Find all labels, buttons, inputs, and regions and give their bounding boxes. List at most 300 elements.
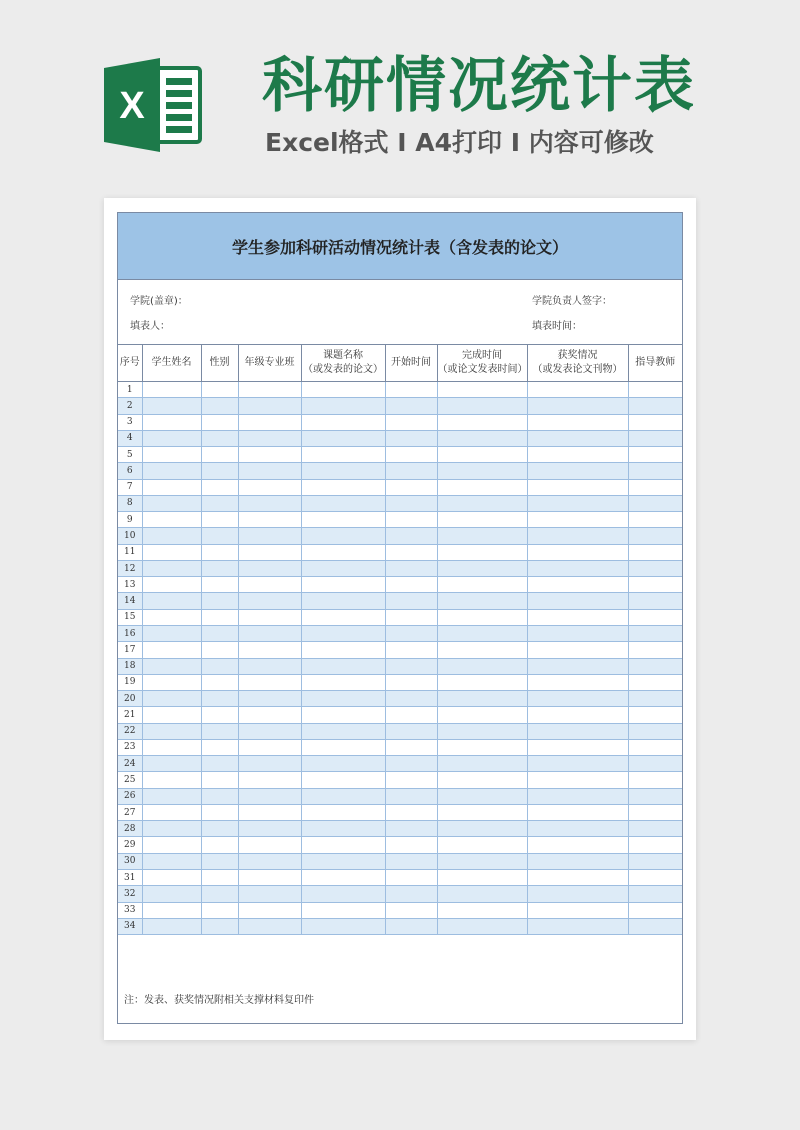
- table-cell[interactable]: [437, 886, 527, 902]
- table-cell[interactable]: [527, 691, 628, 707]
- table-cell[interactable]: [628, 674, 682, 690]
- table-cell[interactable]: [301, 528, 385, 544]
- leader-signature-field[interactable]: 学院负责人签字：: [532, 296, 612, 307]
- table-cell[interactable]: [527, 658, 628, 674]
- college-stamp-field[interactable]: 学院(盖章)：: [130, 296, 188, 307]
- table-row: [118, 593, 682, 609]
- table-cell[interactable]: [201, 723, 238, 739]
- table-cell[interactable]: [628, 902, 682, 918]
- table-cell[interactable]: [385, 853, 437, 869]
- table-row: [118, 869, 682, 885]
- table-cell[interactable]: [527, 707, 628, 723]
- table-cell[interactable]: [437, 788, 527, 804]
- table-cell[interactable]: [385, 691, 437, 707]
- table-cell[interactable]: [142, 577, 201, 593]
- table-cell[interactable]: [142, 804, 201, 820]
- table-cell[interactable]: [437, 642, 527, 658]
- table-cell[interactable]: [301, 869, 385, 885]
- table-cell[interactable]: [527, 560, 628, 576]
- table-cell[interactable]: [142, 447, 201, 463]
- table-cell[interactable]: [527, 642, 628, 658]
- table-cell[interactable]: [301, 739, 385, 755]
- table-cell[interactable]: [437, 869, 527, 885]
- table-cell[interactable]: [385, 495, 437, 511]
- table-cell[interactable]: [628, 691, 682, 707]
- row-number: 9: [118, 512, 142, 528]
- table-cell[interactable]: [385, 577, 437, 593]
- table-cell[interactable]: [385, 609, 437, 625]
- table-cell[interactable]: [628, 528, 682, 544]
- table-cell[interactable]: [201, 918, 238, 934]
- table-cell[interactable]: [201, 593, 238, 609]
- table-cell[interactable]: [301, 886, 385, 902]
- table-cell[interactable]: [301, 625, 385, 641]
- table-cell[interactable]: [142, 430, 201, 446]
- table-cell[interactable]: [628, 609, 682, 625]
- table-cell[interactable]: [437, 512, 527, 528]
- table-cell[interactable]: [628, 512, 682, 528]
- table-cell[interactable]: [385, 902, 437, 918]
- table-cell[interactable]: [301, 414, 385, 430]
- table-cell[interactable]: [238, 560, 301, 576]
- table-cell[interactable]: [437, 707, 527, 723]
- table-cell[interactable]: [628, 886, 682, 902]
- table-cell[interactable]: [142, 512, 201, 528]
- table-cell[interactable]: [201, 837, 238, 853]
- table-cell[interactable]: [238, 837, 301, 853]
- table-cell[interactable]: [142, 902, 201, 918]
- table-cell[interactable]: [301, 495, 385, 511]
- table-cell[interactable]: [628, 593, 682, 609]
- table-cell[interactable]: [628, 707, 682, 723]
- footnote: 注：发表、获奖情况附相关支撑材料复印件: [124, 995, 314, 1006]
- table-cell[interactable]: [142, 772, 201, 788]
- table-cell[interactable]: [238, 430, 301, 446]
- table-cell[interactable]: [437, 544, 527, 560]
- table-cell[interactable]: [527, 495, 628, 511]
- table-cell[interactable]: [142, 382, 201, 398]
- table-cell[interactable]: [301, 642, 385, 658]
- table-cell[interactable]: [385, 414, 437, 430]
- table-cell[interactable]: [527, 821, 628, 837]
- table-cell[interactable]: [301, 691, 385, 707]
- table-cell[interactable]: [385, 479, 437, 495]
- table-cell[interactable]: [385, 528, 437, 544]
- table-cell[interactable]: [238, 772, 301, 788]
- table-cell[interactable]: [301, 447, 385, 463]
- row-number: 24: [118, 756, 142, 772]
- table-cell[interactable]: [142, 398, 201, 414]
- table-cell[interactable]: [201, 544, 238, 560]
- table-cell[interactable]: [301, 837, 385, 853]
- table-cell[interactable]: [527, 398, 628, 414]
- table-cell[interactable]: [437, 658, 527, 674]
- table-cell[interactable]: [385, 560, 437, 576]
- table-cell[interactable]: [238, 528, 301, 544]
- table-cell[interactable]: [238, 691, 301, 707]
- table-cell[interactable]: [301, 918, 385, 934]
- table-cell[interactable]: [527, 853, 628, 869]
- table-cell[interactable]: [201, 788, 238, 804]
- table-cell[interactable]: [385, 447, 437, 463]
- table-cell[interactable]: [628, 772, 682, 788]
- column-header-label: 指导教师: [635, 357, 676, 368]
- table-cell[interactable]: [142, 674, 201, 690]
- sheet-title: 学生参加科研活动情况统计表（含发表的论文）: [118, 213, 682, 280]
- table-cell[interactable]: [238, 804, 301, 820]
- table-cell[interactable]: [238, 642, 301, 658]
- table-cell[interactable]: [628, 463, 682, 479]
- table-cell[interactable]: [628, 447, 682, 463]
- table-cell[interactable]: [201, 609, 238, 625]
- table-cell[interactable]: [201, 463, 238, 479]
- table-cell[interactable]: [238, 463, 301, 479]
- table-cell[interactable]: [238, 707, 301, 723]
- table-cell[interactable]: [238, 479, 301, 495]
- table-cell[interactable]: [301, 609, 385, 625]
- table-cell[interactable]: [628, 756, 682, 772]
- table-cell[interactable]: [628, 495, 682, 511]
- table-cell[interactable]: [385, 674, 437, 690]
- table-cell[interactable]: [301, 512, 385, 528]
- table-cell[interactable]: [238, 756, 301, 772]
- table-cell[interactable]: [527, 772, 628, 788]
- table-cell[interactable]: [527, 609, 628, 625]
- filler-field[interactable]: 填表人：: [130, 321, 170, 332]
- table-cell[interactable]: [142, 625, 201, 641]
- table-cell[interactable]: [201, 658, 238, 674]
- table-cell[interactable]: [527, 739, 628, 755]
- table-cell[interactable]: [238, 398, 301, 414]
- table-row: [118, 837, 682, 853]
- table-cell[interactable]: [238, 593, 301, 609]
- table-cell[interactable]: [527, 463, 628, 479]
- table-cell[interactable]: [238, 674, 301, 690]
- table-cell[interactable]: [201, 560, 238, 576]
- table-cell[interactable]: [628, 398, 682, 414]
- table-cell[interactable]: [527, 869, 628, 885]
- table-cell[interactable]: [385, 642, 437, 658]
- table-cell[interactable]: [201, 853, 238, 869]
- table-cell[interactable]: [385, 593, 437, 609]
- table-cell[interactable]: [201, 430, 238, 446]
- table-cell[interactable]: [142, 414, 201, 430]
- table-cell[interactable]: [385, 772, 437, 788]
- row-number: 1: [118, 382, 142, 398]
- table-cell[interactable]: [628, 479, 682, 495]
- table-cell[interactable]: [238, 788, 301, 804]
- table-cell[interactable]: [527, 577, 628, 593]
- table-cell[interactable]: [301, 593, 385, 609]
- table-cell[interactable]: [527, 756, 628, 772]
- table-cell[interactable]: [201, 739, 238, 755]
- table-cell[interactable]: [142, 837, 201, 853]
- table-cell[interactable]: [201, 398, 238, 414]
- table-cell[interactable]: [142, 691, 201, 707]
- table-cell[interactable]: [385, 869, 437, 885]
- table-cell[interactable]: [238, 821, 301, 837]
- row-number: 22: [118, 723, 142, 739]
- table-cell[interactable]: [527, 902, 628, 918]
- table-cell[interactable]: [201, 414, 238, 430]
- table-cell[interactable]: [437, 382, 527, 398]
- table-cell[interactable]: [301, 560, 385, 576]
- table-cell[interactable]: [437, 560, 527, 576]
- table-cell[interactable]: [628, 577, 682, 593]
- table-cell[interactable]: [201, 821, 238, 837]
- table-cell[interactable]: [142, 593, 201, 609]
- table-cell[interactable]: [437, 479, 527, 495]
- table-cell[interactable]: [527, 837, 628, 853]
- table-cell[interactable]: [385, 821, 437, 837]
- table-cell[interactable]: [142, 739, 201, 755]
- table-cell[interactable]: [238, 886, 301, 902]
- table-cell[interactable]: [201, 674, 238, 690]
- fill-date-field[interactable]: 填表时间：: [532, 321, 582, 332]
- table-cell[interactable]: [385, 723, 437, 739]
- table-cell[interactable]: [628, 918, 682, 934]
- table-cell[interactable]: [385, 658, 437, 674]
- table-cell[interactable]: [628, 837, 682, 853]
- table-cell[interactable]: [142, 788, 201, 804]
- table-cell[interactable]: [201, 772, 238, 788]
- table-cell[interactable]: [527, 804, 628, 820]
- table-cell[interactable]: [201, 528, 238, 544]
- table-cell[interactable]: [201, 902, 238, 918]
- table-cell[interactable]: [437, 691, 527, 707]
- table-cell[interactable]: [301, 853, 385, 869]
- table-cell[interactable]: [527, 382, 628, 398]
- row-number: 5: [118, 447, 142, 463]
- table-cell[interactable]: [628, 625, 682, 641]
- table-cell[interactable]: [437, 414, 527, 430]
- table-cell[interactable]: [201, 625, 238, 641]
- table-row: [118, 560, 682, 576]
- table-cell[interactable]: [301, 658, 385, 674]
- table-cell[interactable]: [628, 430, 682, 446]
- table-cell[interactable]: [527, 918, 628, 934]
- column-header-label: 年级专业班: [244, 357, 295, 368]
- table-cell[interactable]: [385, 739, 437, 755]
- table-cell[interactable]: [142, 495, 201, 511]
- table-cell[interactable]: [142, 658, 201, 674]
- table-cell[interactable]: [142, 544, 201, 560]
- table-cell[interactable]: [301, 430, 385, 446]
- spreadsheet-form: [117, 212, 683, 1024]
- table-cell[interactable]: [201, 512, 238, 528]
- table-cell[interactable]: [385, 625, 437, 641]
- table-cell[interactable]: [142, 918, 201, 934]
- table-cell[interactable]: [527, 447, 628, 463]
- table-cell[interactable]: [301, 756, 385, 772]
- table-row: [118, 577, 682, 593]
- table-cell[interactable]: [628, 788, 682, 804]
- table-cell[interactable]: [142, 528, 201, 544]
- table-cell[interactable]: [238, 447, 301, 463]
- table-cell[interactable]: [628, 560, 682, 576]
- table-cell[interactable]: [238, 512, 301, 528]
- table-cell[interactable]: [301, 544, 385, 560]
- table-cell[interactable]: [301, 674, 385, 690]
- table-cell[interactable]: [301, 804, 385, 820]
- table-row: [118, 609, 682, 625]
- table-cell[interactable]: [628, 869, 682, 885]
- table-cell[interactable]: [437, 918, 527, 934]
- table-row: [118, 414, 682, 430]
- table-cell[interactable]: [527, 886, 628, 902]
- table-cell[interactable]: [238, 414, 301, 430]
- table-cell[interactable]: [437, 853, 527, 869]
- table-cell[interactable]: [628, 853, 682, 869]
- table-cell[interactable]: [238, 544, 301, 560]
- table-cell[interactable]: [301, 723, 385, 739]
- table-cell[interactable]: [437, 902, 527, 918]
- table-row: [118, 853, 682, 869]
- table-cell[interactable]: [238, 723, 301, 739]
- table-cell[interactable]: [527, 528, 628, 544]
- table-cell[interactable]: [628, 804, 682, 820]
- table-cell[interactable]: [628, 821, 682, 837]
- row-number: 20: [118, 691, 142, 707]
- table-cell[interactable]: [527, 788, 628, 804]
- table-cell[interactable]: [437, 398, 527, 414]
- table-cell[interactable]: [385, 430, 437, 446]
- table-cell[interactable]: [201, 756, 238, 772]
- table-cell[interactable]: [628, 739, 682, 755]
- table-cell[interactable]: [437, 625, 527, 641]
- table-cell[interactable]: [527, 544, 628, 560]
- table-cell[interactable]: [201, 886, 238, 902]
- table-cell[interactable]: [301, 479, 385, 495]
- table-cell[interactable]: [301, 577, 385, 593]
- table-cell[interactable]: [201, 804, 238, 820]
- table-cell[interactable]: [527, 512, 628, 528]
- table-cell[interactable]: [142, 479, 201, 495]
- table-cell[interactable]: [201, 382, 238, 398]
- table-cell[interactable]: [437, 837, 527, 853]
- table-row: [118, 430, 682, 446]
- table-cell[interactable]: [238, 609, 301, 625]
- table-cell[interactable]: [628, 414, 682, 430]
- table-cell[interactable]: [142, 707, 201, 723]
- table-cell[interactable]: [238, 495, 301, 511]
- table-cell[interactable]: [201, 642, 238, 658]
- table-cell[interactable]: [142, 853, 201, 869]
- table-cell[interactable]: [385, 382, 437, 398]
- table-cell[interactable]: [385, 756, 437, 772]
- table-cell[interactable]: [437, 447, 527, 463]
- table-cell[interactable]: [385, 463, 437, 479]
- table-cell[interactable]: [527, 723, 628, 739]
- table-cell[interactable]: [437, 772, 527, 788]
- table-cell[interactable]: [385, 398, 437, 414]
- table-cell[interactable]: [628, 544, 682, 560]
- table-cell[interactable]: [437, 528, 527, 544]
- table-cell[interactable]: [527, 593, 628, 609]
- table-cell[interactable]: [301, 382, 385, 398]
- table-cell[interactable]: [628, 642, 682, 658]
- table-cell[interactable]: [201, 707, 238, 723]
- row-number: 28: [118, 821, 142, 837]
- table-cell[interactable]: [238, 869, 301, 885]
- column-header-sublabel: （或发表的论文）: [303, 364, 383, 375]
- table-cell[interactable]: [301, 902, 385, 918]
- table-cell[interactable]: [201, 577, 238, 593]
- table-row: [118, 902, 682, 918]
- table-cell[interactable]: [385, 886, 437, 902]
- table-cell[interactable]: [385, 544, 437, 560]
- table-cell[interactable]: [142, 756, 201, 772]
- table-cell[interactable]: [437, 723, 527, 739]
- table-cell[interactable]: [301, 463, 385, 479]
- table-cell[interactable]: [142, 723, 201, 739]
- table-cell[interactable]: [628, 382, 682, 398]
- table-cell[interactable]: [527, 430, 628, 446]
- table-cell[interactable]: [238, 853, 301, 869]
- table-cell[interactable]: [385, 837, 437, 853]
- table-cell[interactable]: [142, 463, 201, 479]
- table-cell[interactable]: [201, 691, 238, 707]
- table-cell[interactable]: [527, 414, 628, 430]
- table-cell[interactable]: [142, 609, 201, 625]
- table-cell[interactable]: [201, 447, 238, 463]
- table-cell[interactable]: [437, 756, 527, 772]
- table-cell[interactable]: [628, 658, 682, 674]
- table-cell[interactable]: [301, 772, 385, 788]
- table-cell[interactable]: [437, 739, 527, 755]
- table-cell[interactable]: [437, 674, 527, 690]
- table-row: [118, 756, 682, 772]
- table-cell[interactable]: [238, 382, 301, 398]
- table-cell[interactable]: [142, 642, 201, 658]
- table-cell[interactable]: [142, 821, 201, 837]
- table-cell[interactable]: [527, 479, 628, 495]
- table-cell[interactable]: [238, 918, 301, 934]
- table-cell[interactable]: [437, 463, 527, 479]
- table-cell[interactable]: [238, 902, 301, 918]
- table-cell[interactable]: [201, 869, 238, 885]
- table-cell[interactable]: [437, 430, 527, 446]
- table-cell[interactable]: [385, 918, 437, 934]
- table-cell[interactable]: [385, 788, 437, 804]
- table-cell[interactable]: [201, 479, 238, 495]
- table-cell[interactable]: [301, 707, 385, 723]
- table-cell[interactable]: [527, 674, 628, 690]
- table-cell[interactable]: [437, 593, 527, 609]
- table-cell[interactable]: [238, 577, 301, 593]
- table-cell[interactable]: [628, 723, 682, 739]
- table-cell[interactable]: [437, 804, 527, 820]
- table-cell[interactable]: [301, 788, 385, 804]
- table-cell[interactable]: [385, 512, 437, 528]
- table-cell[interactable]: [301, 821, 385, 837]
- table-cell[interactable]: [201, 495, 238, 511]
- table-cell[interactable]: [437, 577, 527, 593]
- table-cell[interactable]: [142, 560, 201, 576]
- table-cell[interactable]: [385, 707, 437, 723]
- table-cell[interactable]: [238, 625, 301, 641]
- table-cell[interactable]: [437, 609, 527, 625]
- table-cell[interactable]: [437, 495, 527, 511]
- table-cell[interactable]: [142, 869, 201, 885]
- table-cell[interactable]: [301, 398, 385, 414]
- table-cell[interactable]: [437, 821, 527, 837]
- table-cell[interactable]: [238, 739, 301, 755]
- table-cell[interactable]: [142, 886, 201, 902]
- table-cell[interactable]: [527, 625, 628, 641]
- table-cell[interactable]: [238, 658, 301, 674]
- table-cell[interactable]: [385, 804, 437, 820]
